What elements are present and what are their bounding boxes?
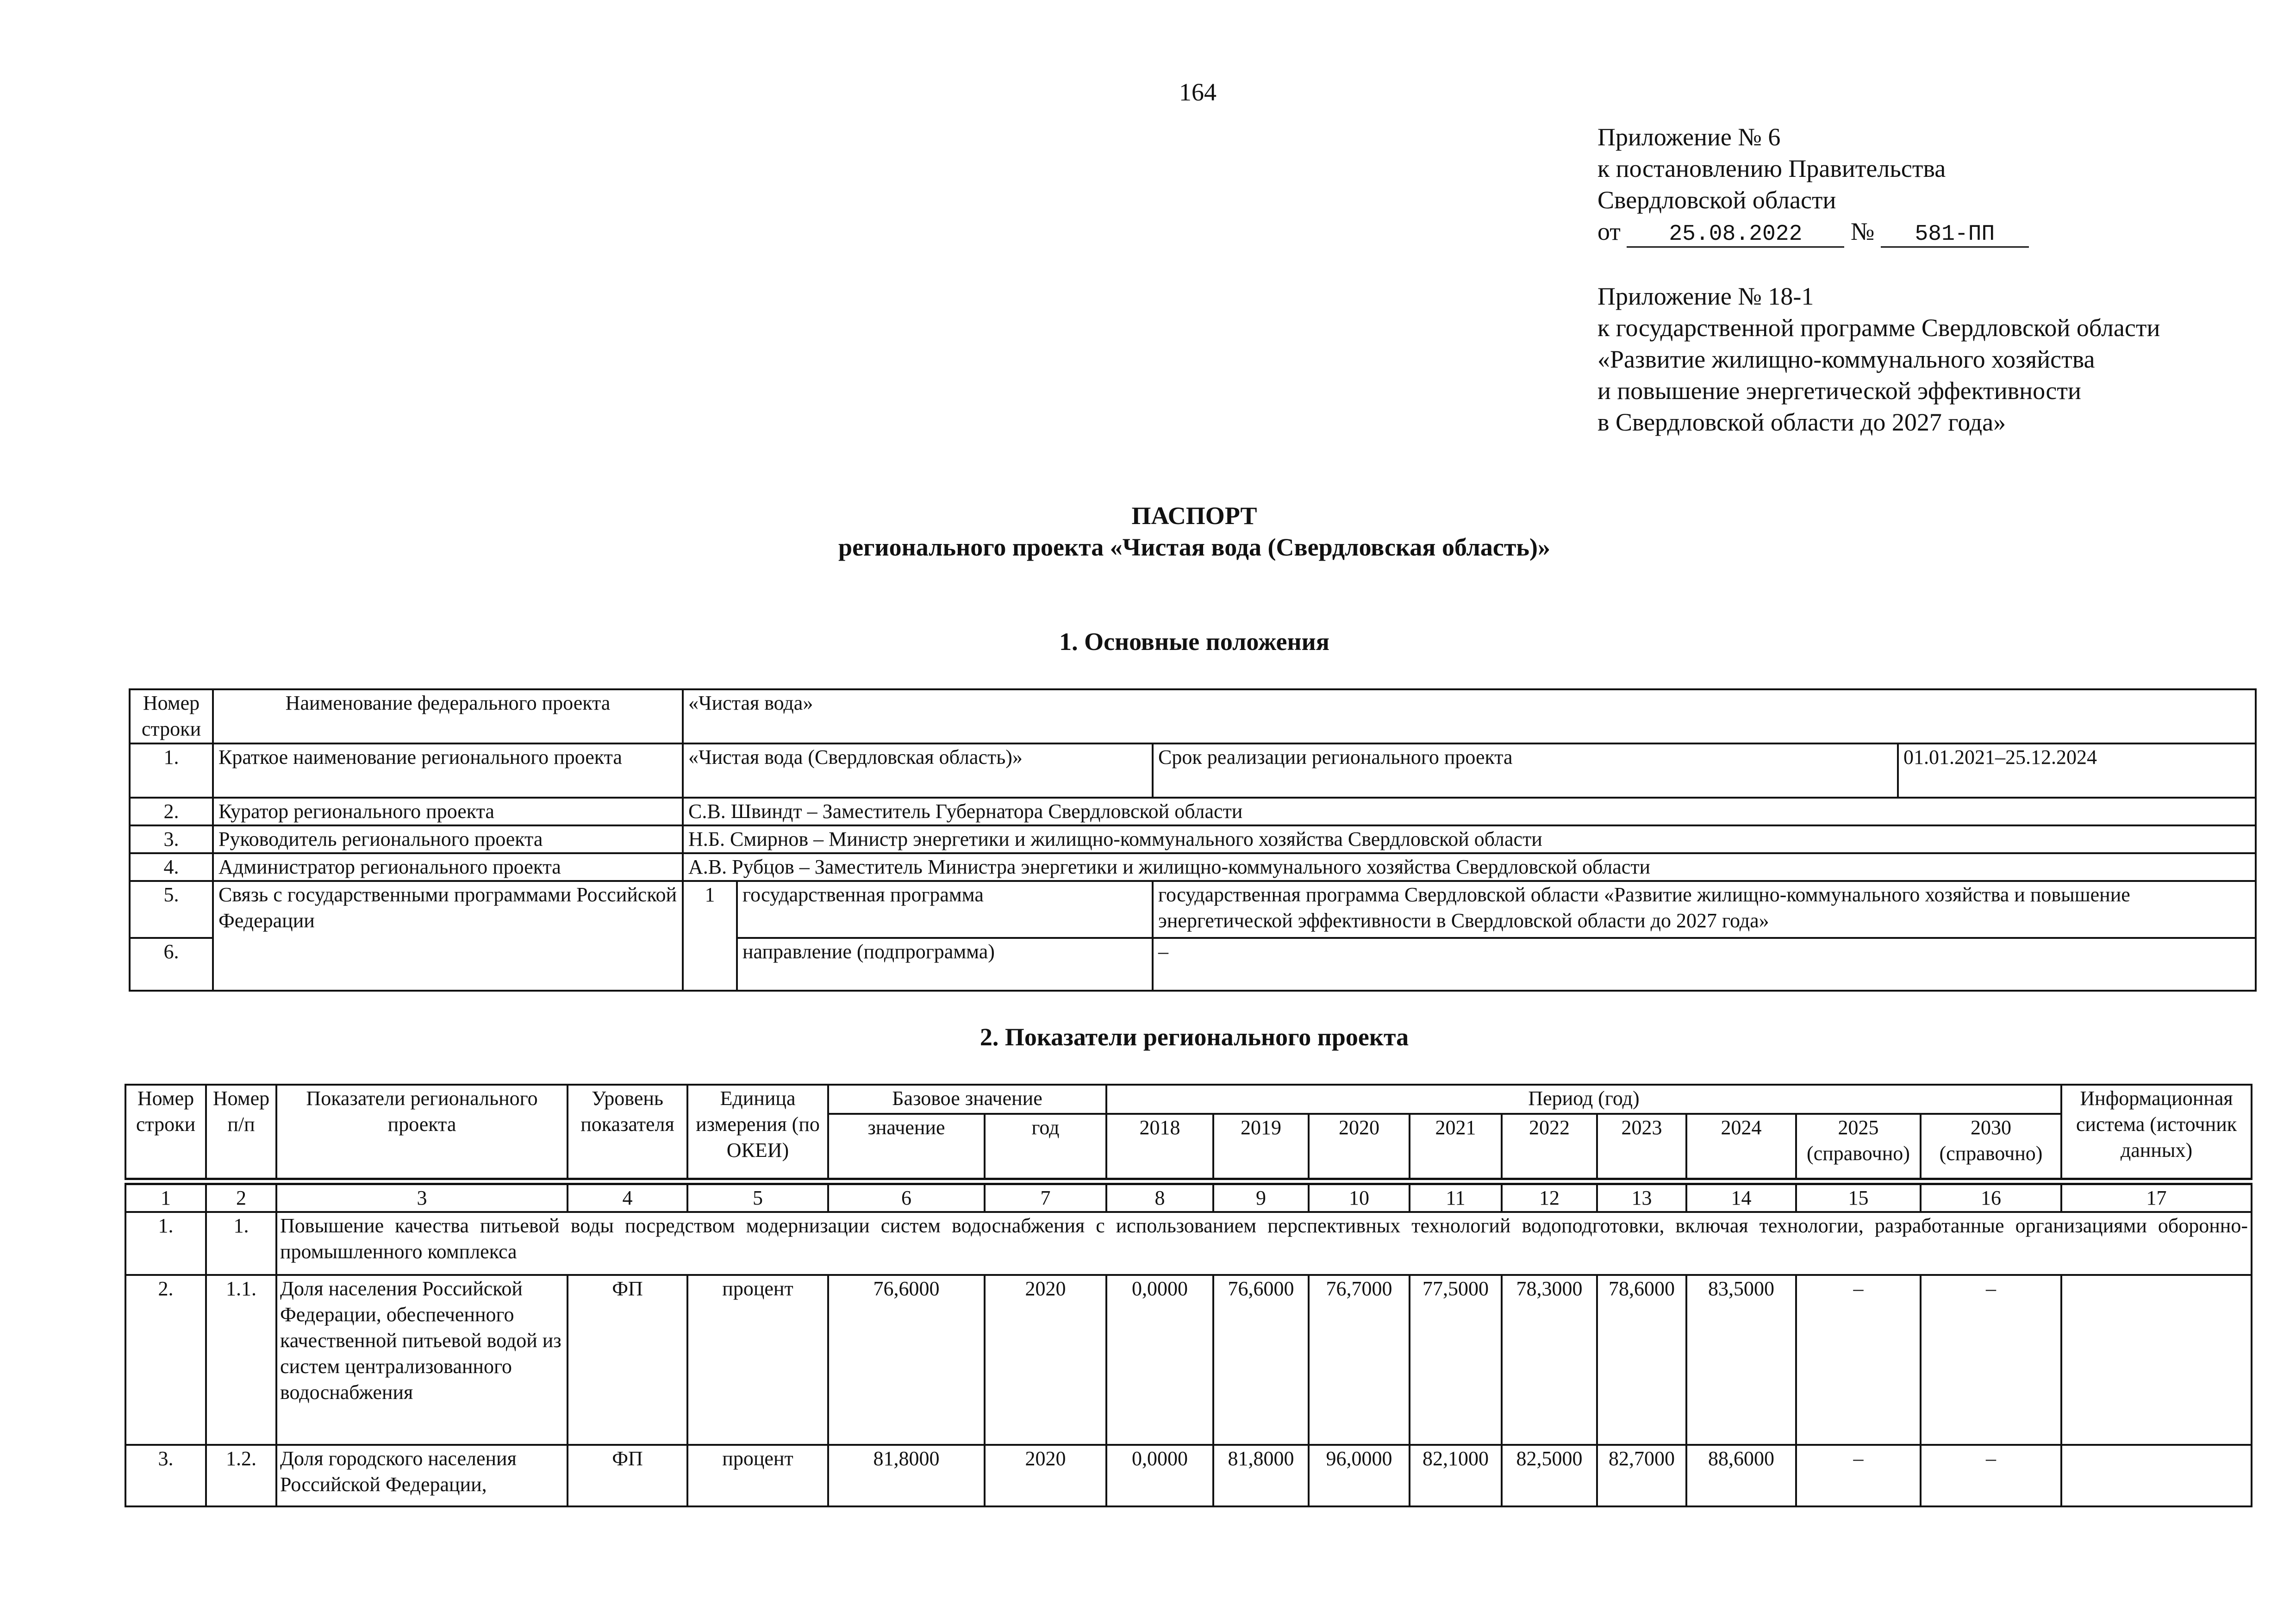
period-value: 0,0000: [1106, 1275, 1213, 1445]
appendix-18-line: Приложение № 18-1: [1597, 282, 1814, 310]
base-year: 2020: [985, 1275, 1106, 1445]
row-number: 6.: [130, 938, 213, 991]
header-year: 2019: [1213, 1114, 1309, 1181]
period-value: 88,6000: [1686, 1445, 1796, 1506]
row-number: 3.: [130, 825, 213, 853]
header-period: Период (год): [1106, 1085, 2061, 1114]
column-number: 9: [1213, 1181, 1309, 1212]
federal-project-value: «Чистая вода»: [683, 689, 2256, 743]
indicator-name: Доля населения Российской Федерации, обеспеченного качественной питьевой водой из систем централизованного водоснабжения: [276, 1275, 568, 1445]
column-number: 17: [2061, 1181, 2252, 1212]
unit: процент: [687, 1445, 828, 1506]
goal-text: Повышение качества питьевой воды посредством модернизации систем водоснабжения с использованием перспективных технологий водоподготовки, включая технологии, разработанные организациями оборонно-промышленного комплекса: [276, 1212, 2252, 1275]
header-year: 2024: [1686, 1114, 1796, 1181]
item-number: 1.: [206, 1212, 276, 1275]
header-indicator: Показатели регионального проекта: [276, 1085, 568, 1181]
row-value: «Чистая вода (Свердловская область)»: [683, 743, 1153, 798]
row-value: С.В. Швиндт – Заместитель Губернатора Свердловской области: [683, 798, 2256, 825]
basic-provisions-table: [129, 688, 2257, 992]
row-number: 3.: [125, 1445, 206, 1506]
table-row: [130, 825, 2256, 853]
row-label: Администратор регионального проекта: [213, 853, 683, 881]
appendix-6-line: Приложение № 6: [1597, 123, 1781, 151]
subprogram-kind: направление (подпрограмма): [737, 938, 1153, 991]
row-number: 2.: [125, 1275, 206, 1445]
column-number: 3: [276, 1181, 568, 1212]
number-label: №: [1850, 218, 1875, 245]
header-year: 2021: [1410, 1114, 1502, 1181]
column-number: 8: [1106, 1181, 1213, 1212]
period-value: 82,5000: [1502, 1445, 1597, 1506]
indicator-level: ФП: [568, 1275, 687, 1445]
table-row: [125, 1275, 2252, 1445]
base-value: 81,8000: [828, 1445, 985, 1506]
header-source: Информационная система (источник данных): [2061, 1085, 2252, 1181]
header-row: [125, 1085, 2252, 1114]
indicators-table: [125, 1084, 2252, 1507]
appendix-18-line: и повышение энергетической эффективности: [1597, 377, 2081, 405]
column-number-row: [125, 1181, 2252, 1212]
page-number: 164: [1179, 78, 1217, 106]
table-row: [130, 853, 2256, 881]
appendix-6-date-line: [1597, 216, 2029, 248]
header-base: Базовое значение: [828, 1085, 1106, 1114]
row-label: Краткое наименование регионального проекта: [213, 743, 683, 798]
period-value: 0,0000: [1106, 1445, 1213, 1506]
period-value: –: [1796, 1275, 1921, 1445]
section-1-title: 1. Основные положения: [1059, 628, 1329, 656]
appendix-18-line: в Свердловской области до 2027 года»: [1597, 408, 2006, 436]
section-2-title: 2. Показатели регионального проекта: [980, 1023, 1409, 1051]
period-value: 78,3000: [1502, 1275, 1597, 1445]
passport-title: ПАСПОРТ: [1131, 502, 1257, 530]
appendix-6-line: к постановлению Правительства: [1597, 155, 1946, 182]
period-value: 82,7000: [1597, 1445, 1686, 1506]
column-number: 10: [1309, 1181, 1410, 1212]
header-year: 2022: [1502, 1114, 1597, 1181]
header-item-number: Номер п/п: [206, 1085, 276, 1181]
appendix-6-line: Свердловской области: [1597, 186, 1836, 214]
federal-project-label: Наименование федерального проекта: [213, 689, 683, 743]
header-row-number: Номер строки: [125, 1085, 206, 1181]
table-row: [125, 1445, 2252, 1506]
base-year: 2020: [985, 1445, 1106, 1506]
column-number: 1: [125, 1181, 206, 1212]
program-value: государственная программа Свердловской области «Развитие жилищно-коммунального хозяйства и повышение энергетической эффективности в Свердловской области до 2027 года»: [1153, 881, 2256, 938]
period-value: 77,5000: [1410, 1275, 1502, 1445]
row-label: Связь с государственными программами Российской Федерации: [213, 881, 683, 991]
column-number: 2: [206, 1181, 276, 1212]
column-number: 11: [1410, 1181, 1502, 1212]
header-year: 2030 (справочно): [1921, 1114, 2061, 1181]
column-number: 12: [1502, 1181, 1597, 1212]
appendix-6-block: [1597, 121, 2029, 248]
column-number: 5: [687, 1181, 828, 1212]
decree-number: 581-ПП: [1881, 222, 2029, 248]
base-value: 76,6000: [828, 1275, 985, 1445]
passport-subtitle: регионального проекта «Чистая вода (Свердловская область)»: [838, 533, 1550, 561]
row-number: 5.: [130, 881, 213, 938]
header-year: 2018: [1106, 1114, 1213, 1181]
appendix-18-line: к государственной программе Свердловской области: [1597, 314, 2160, 342]
row-value: А.В. Рубцов – Заместитель Министра энергетики и жилищно-коммунального хозяйства Свердловской области: [683, 853, 2256, 881]
program-kind: государственная программа: [737, 881, 1153, 938]
column-number: 15: [1796, 1181, 1921, 1212]
row-number: 1.: [130, 743, 213, 798]
term-value: 01.01.2021–25.12.2024: [1898, 743, 2256, 798]
row-number: 1.: [125, 1212, 206, 1275]
header-year: 2025 (справочно): [1796, 1114, 1921, 1181]
period-value: 76,6000: [1213, 1275, 1309, 1445]
period-value: 96,0000: [1309, 1445, 1410, 1506]
header-unit: Единица измерения (по ОКЕИ): [687, 1085, 828, 1181]
period-value: 83,5000: [1686, 1275, 1796, 1445]
item-number: 1.2.: [206, 1445, 276, 1506]
row-value: Н.Б. Смирнов – Министр энергетики и жилищно-коммунального хозяйства Свердловской области: [683, 825, 2256, 853]
row-label: Куратор регионального проекта: [213, 798, 683, 825]
column-number: 16: [1921, 1181, 2061, 1212]
period-value: 78,6000: [1597, 1275, 1686, 1445]
header-level: Уровень показателя: [568, 1085, 687, 1181]
header-year: 2023: [1597, 1114, 1686, 1181]
period-value: 81,8000: [1213, 1445, 1309, 1506]
unit: процент: [687, 1275, 828, 1445]
appendix-18-block: [1597, 281, 2160, 438]
header-base-value: значение: [828, 1114, 985, 1181]
item-number: 1.1.: [206, 1275, 276, 1445]
period-value: –: [1921, 1275, 2061, 1445]
from-label: от: [1597, 218, 1621, 245]
period-value: 76,7000: [1309, 1275, 1410, 1445]
column-number: 14: [1686, 1181, 1796, 1212]
header-year: 2020: [1309, 1114, 1410, 1181]
table-row: [130, 798, 2256, 825]
period-value: –: [1796, 1445, 1921, 1506]
indicator-name: Доля городского населения Российской Федерации,: [276, 1445, 568, 1506]
indicator-level: ФП: [568, 1445, 687, 1506]
column-number: 6: [828, 1181, 985, 1212]
row-number-header: Номер строки: [130, 689, 213, 743]
appendix-18-line: «Развитие жилищно-коммунального хозяйства: [1597, 345, 2095, 373]
subprogram-value: –: [1153, 938, 2256, 991]
column-number: 4: [568, 1181, 687, 1212]
row-label: Руководитель регионального проекта: [213, 825, 683, 853]
decree-date: 25.08.2022: [1627, 222, 1844, 248]
program-index: 1: [683, 881, 737, 991]
data-source: [2061, 1445, 2252, 1506]
column-number: 13: [1597, 1181, 1686, 1212]
term-label: Срок реализации регионального проекта: [1153, 743, 1898, 798]
table-header-row: [130, 689, 2256, 743]
goal-row: [125, 1212, 2252, 1275]
table-row: [130, 881, 2256, 938]
row-number: 4.: [130, 853, 213, 881]
column-number: 7: [985, 1181, 1106, 1212]
period-value: 82,1000: [1410, 1445, 1502, 1506]
table-row: [130, 743, 2256, 798]
period-value: –: [1921, 1445, 2061, 1506]
data-source: [2061, 1275, 2252, 1445]
row-number: 2.: [130, 798, 213, 825]
header-base-year: год: [985, 1114, 1106, 1181]
